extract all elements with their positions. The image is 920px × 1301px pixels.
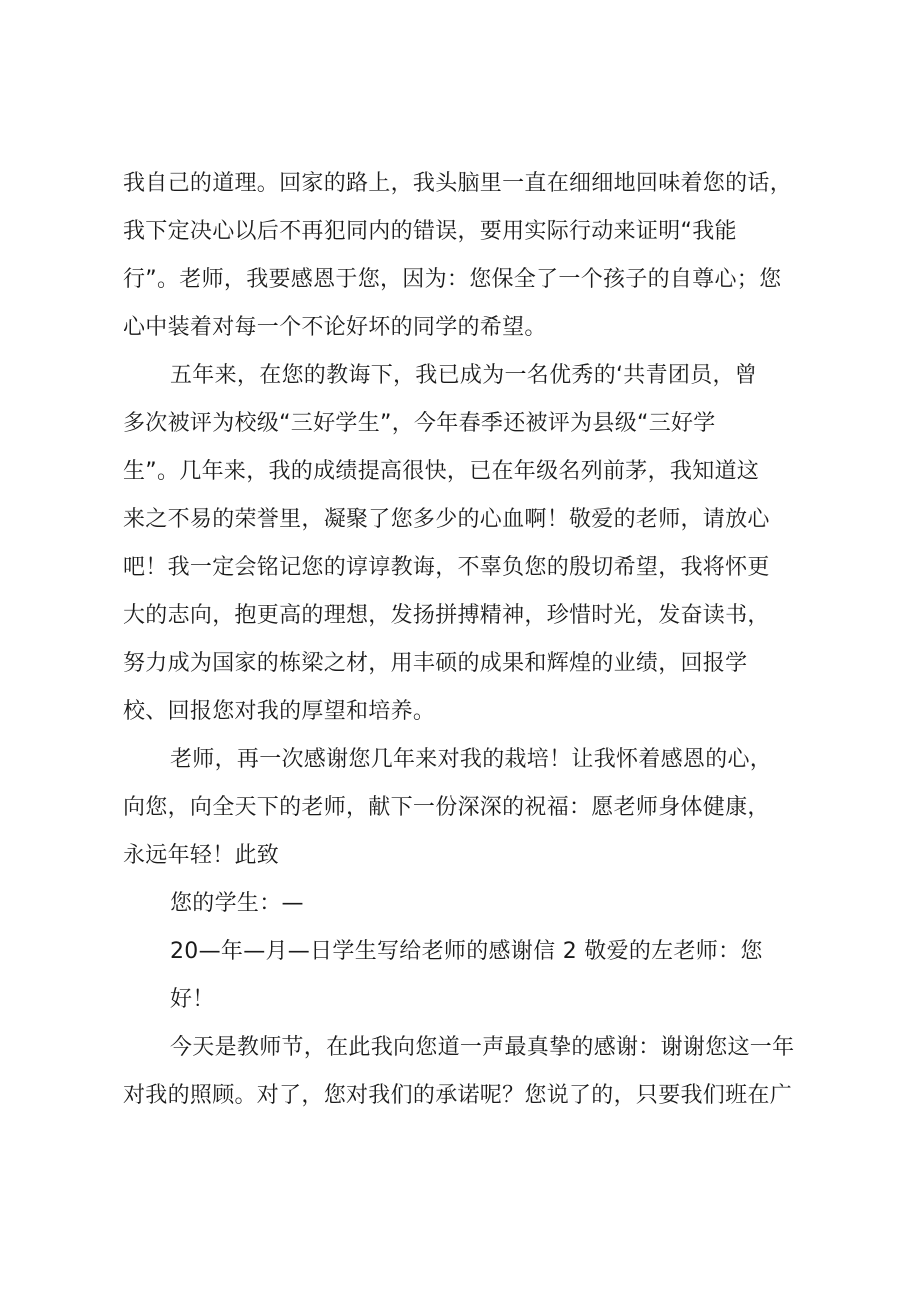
text-line: 心中装着对每一个不论好坏的同学的希望。 (123, 315, 547, 340)
text-line: 多次被评为校级“三好学生”，今年春季还被评为县级“三好学 (123, 411, 716, 436)
text-line: 您的学生：— (170, 891, 304, 916)
text-line: 好！ (170, 987, 215, 1012)
text-line: 吧！我一定会铭记您的谆谆教诲，不辜负您的殷切希望，我将怀更 (123, 555, 770, 580)
text-line: 我自己的道理。回家的路上，我头脑里一直在细细地回味着您的话， (123, 171, 793, 196)
text-line: 老师，再一次感谢您几年来对我的栽培！让我怀着感恩的心， (170, 747, 773, 772)
text-line: 大的志向，抱更高的理想，发扬拼搏精神，珍惜时光，发奋读书， (123, 603, 770, 628)
text-line: 20—年—月—日学生写给老师的感谢信 2 敬爱的左老师：您 (170, 939, 763, 964)
text-line: 努力成为国家的栋梁之材，用丰硕的成果和辉煌的业绩，回报学 (123, 651, 748, 676)
text-line: 对我的照顾。对了，您对我们的承诺呢？您说了的，只要我们班在广 (123, 1083, 793, 1108)
text-line: 五年来，在您的教诲下，我已成为一名优秀的‘共青团员，曾 (170, 363, 758, 388)
text-line: 行”。老师，我要感恩于您，因为：您保全了一个孩子的自尊心；您 (123, 267, 782, 292)
text-line: 今天是教师节，在此我向您道一声最真挚的感谢：谢谢您这一年 (170, 1035, 795, 1060)
text-line: 生”。几年来，我的成绩提高很快，已在年级名列前茅，我知道这 (123, 459, 760, 484)
text-line: 向您，向全天下的老师，献下一份深深的祝福：愿老师身体健康， (123, 795, 770, 820)
text-line: 永远年轻！此致 (123, 843, 280, 868)
text-line: 来之不易的荣誉里，凝聚了您多少的心血啊！敬爱的老师，请放心 (123, 507, 770, 532)
text-line: 校、回报您对我的厚望和培养。 (123, 699, 436, 724)
text-line: 我下定决心以后不再犯同内的错误，要用实际行动来证明“我能 (123, 219, 737, 244)
